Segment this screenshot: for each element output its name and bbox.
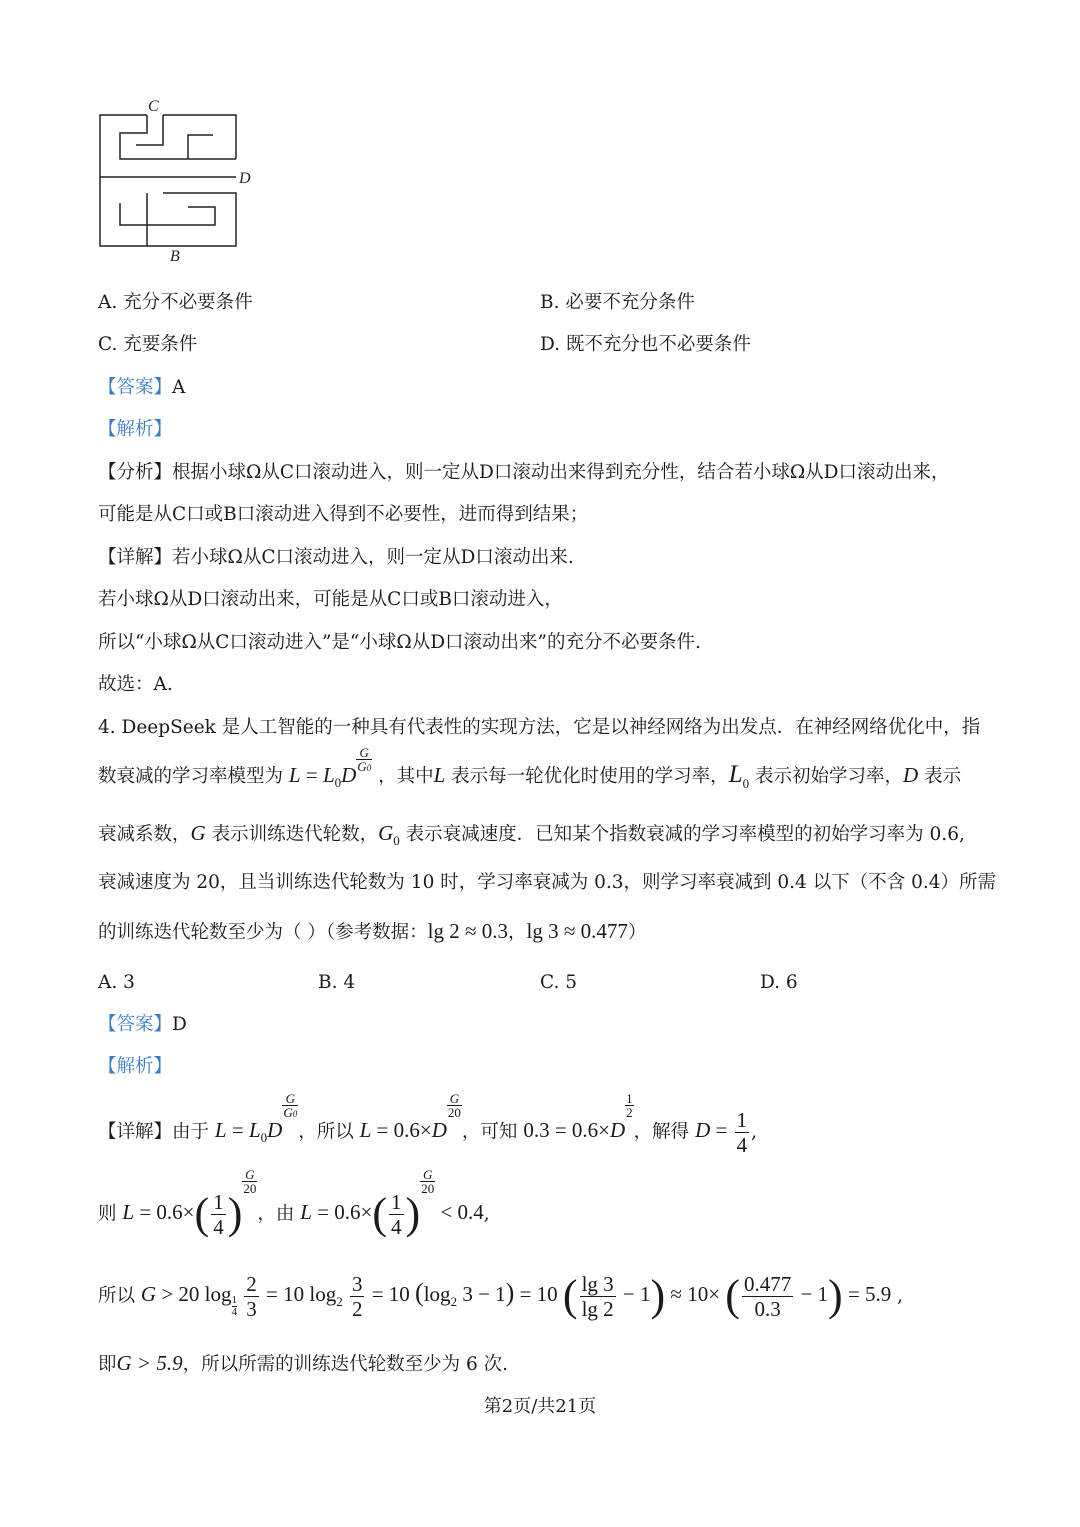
q4-line2-e: 表示 — [924, 766, 962, 787]
q3-option-c: C. 充要条件 — [98, 334, 198, 355]
q3-answer — [98, 375, 185, 401]
q4-detail-formula3: 0.3 = 0.6×D $\frac{1}{2}$ — [523, 1091, 633, 1143]
q4-answer — [98, 1012, 187, 1038]
q4-answer-tag: 【答案】 — [98, 1014, 173, 1035]
q4-line2: 数衰减的学习率模型为 $L = L_0D$ $\frac{G}{G0}$ ，其中L 表示每一轮优化时使用的学习率，$L_0$ 表示初始学习率，D 表示 — [98, 745, 962, 791]
q4-final-line: 即G > 5.9，所以所需的训练迭代轮数至少为 6 次. — [98, 1351, 509, 1375]
q4-option-d: D. 6 — [760, 972, 798, 993]
q3-detail-tag: 【详解】 — [98, 547, 173, 568]
q4-option-c: C. 5 — [540, 972, 578, 993]
q4-then-formula2: L = 0.6×( $\frac{1}{4}$ ) $\frac{G}{20}$ < 0.4 — [300, 1167, 484, 1239]
maze-figure — [90, 95, 260, 265]
page-footer: 第2页/共21页 — [483, 1396, 597, 1417]
q3-option-d: D. 既不充分也不必要条件 — [540, 334, 751, 355]
figure-label-c: C — [148, 98, 159, 115]
q3-answer-tag: 【答案】 — [98, 377, 173, 398]
q4-line2-d: 表示初始学习率， — [754, 766, 903, 787]
q4-ref-lg2: lg 2 ≈ 0.3 — [427, 919, 509, 943]
q4-line2-b: ，其中 — [378, 766, 434, 787]
q4-analysis-tag: 【解析】 — [98, 1056, 173, 1077]
q4-so-formula: G > 20 log $\frac{1}{4}$ $\frac{2}{3}$ = 10 $\log_2$ $\frac{3}{2}$ = 10 ($\log_2$ 3 − 1) = 10 ( $\frac{\lg 3}{\lg 2}$ − 1) ≈ 10× ( $\frac{0.477}{0.3}$ − 1) = 5.9 — [140, 1271, 892, 1321]
q4-line2-c: 表示每一轮优化时使用的学习率， — [451, 766, 729, 787]
q3-fenxi-line2: 可能是从C口或B口滚动进入得到不必要性，进而得到结果； — [98, 504, 589, 525]
q4-then-line: 则 L = 0.6×( $\frac{1}{4}$ ) $\frac{G}{20}$ ，由 L = 0.6×( $\frac{1}{4}$ ) $\frac{G}{20}$ < 0.4, — [98, 1167, 490, 1239]
q4-option-b: B. 4 — [318, 972, 356, 993]
q4-ref-lg3: lg 3 ≈ 0.477 — [526, 919, 628, 943]
q4-detail-tag: 【详解】 — [98, 1121, 173, 1143]
q4-detail-line1: 【详解】由于 $L = L_0D$ $\frac{G}{G0}$ ，所以 L = 0.6×D $\frac{G}{20}$ ，可知 0.3 = 0.6×D $\frac{1}{2}$ ，解得 D = $\frac{1}{4}$ , — [98, 1091, 757, 1157]
q4-line3-b: 表示训练迭代轮数， — [211, 824, 379, 845]
q4-formula-model: $L = L_0D$ $\frac{G}{G0}$ — [288, 745, 372, 791]
q3-fenxi-tag: 【分析】 — [98, 462, 173, 483]
q3-fenxi-text1: 根据小球Ω从C口滚动进入，则一定从D口滚动出来得到充分性，结合若小球Ω从D口滚动出来， — [172, 462, 950, 483]
q3-fenxi-line1 — [98, 460, 950, 486]
q4-line1: 4. DeepSeek 是人工智能的一种具有代表性的实现方法，它是以神经网络为出发点．在神经网络优化中，指 — [98, 717, 981, 738]
q4-line3-c: 表示衰减速度．已知某个指数衰减的学习率模型的初始学习率为 0.6, — [405, 824, 965, 845]
q3-detail-line3: 所以“小球Ω从C口滚动进入”是“小球Ω从D口滚动出来”的充分不必要条件. — [98, 632, 701, 653]
q3-detail-line2: 若小球Ω从D口滚动出来，可能是从C口或B口滚动进入， — [98, 589, 563, 610]
q3-analysis-tag: 【解析】 — [98, 419, 173, 440]
q3-answer-value: A — [172, 377, 186, 398]
q4-line5-a: 的训练迭代轮数至少为（ ）（参考数据： — [98, 922, 428, 943]
q4-then-formula1: L = 0.6×( $\frac{1}{4}$ ) $\frac{G}{20}$ — [122, 1167, 257, 1239]
q3-option-b: B. 必要不充分条件 — [540, 292, 695, 313]
q4-detail-formula4: D = $\frac{1}{4}$ — [695, 1108, 748, 1157]
q4-line3: 衰减系数，G 表示训练迭代轮数，$G_0$ 表示衰减速度．已知某个指数衰减的学习率模型的初始学习率为 0.6, — [98, 821, 965, 849]
q4-detail-formula2: L = 0.6×D $\frac{G}{20}$ — [359, 1091, 461, 1143]
q3-detail-text1: 若小球Ω从C口滚动进入，则一定从D口滚动出来. — [172, 547, 574, 568]
figure-label-b: B — [170, 248, 180, 265]
q4-answer-value: D — [172, 1014, 187, 1035]
q4-detail-formula1: $L = L_0D$ $\frac{G}{G0}$ — [214, 1091, 298, 1146]
q3-option-a: A. 充分不必要条件 — [98, 292, 253, 313]
figure-label-d: D — [239, 170, 251, 187]
q4-so-line: 所以 G > 20 log $\frac{1}{4}$ $\frac{2}{3}$ = 10 $\log_2$ $\frac{3}{2}$ = 10 ($\log_2$ 3 − 1) = 10 ( $\frac{\lg 3}{\lg 2}$ − 1) ≈ 10× ( $\frac{0.477}{0.3}$ − 1) = 5.9 , — [98, 1271, 904, 1321]
q4-line3-a: 衰减系数， — [98, 824, 191, 845]
q4-line4: 衰减速度为 20，且当训练迭代轮数为 10 时，学习率衰减为 0.3，则学习率衰减到 0.4 以下（不含 0.4）所需 — [98, 872, 997, 893]
q4-line2-a: 数衰减的学习率模型为 — [98, 766, 284, 787]
q3-detail-line1 — [98, 545, 574, 571]
q4-final-inequality: G > 5.9 — [116, 1351, 183, 1375]
q4-line5: 的训练迭代轮数至少为（ ）（参考数据：lg 2 ≈ 0.3，lg 3 ≈ 0.477） — [98, 919, 647, 943]
q3-choose: 故选：A. — [98, 674, 173, 695]
q4-option-a: A. 3 — [98, 972, 135, 993]
